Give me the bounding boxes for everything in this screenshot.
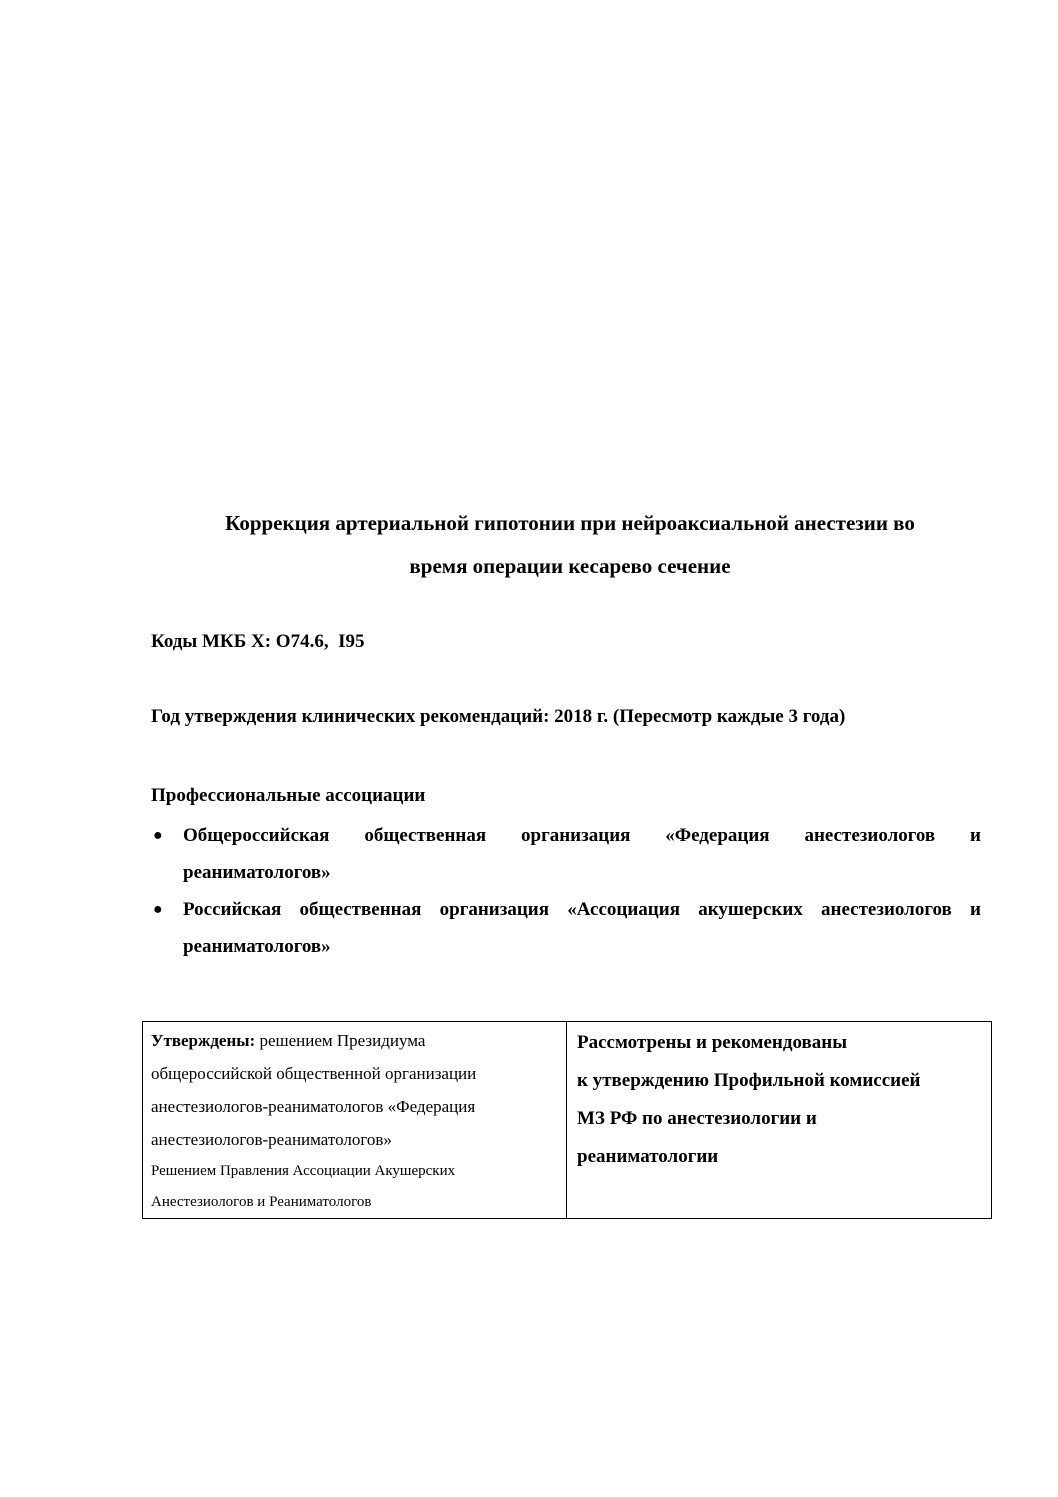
approval-right-line-1: Рассмотрены и рекомендованы [577, 1032, 848, 1053]
bullet-icon: ● [153, 827, 163, 844]
approval-right-line-3: МЗ РФ по анестезиологии и [577, 1108, 817, 1129]
approval-cell-left [143, 1022, 567, 1218]
association-item [151, 891, 981, 965]
approval-left-line-4: анестезиологов-реаниматологов» [151, 1130, 392, 1149]
approved-text: решением Президиума [255, 1031, 426, 1050]
association-text: Общероссийская общественная организация «Федерация анестезиологов и реаниматологов» [183, 825, 981, 883]
approval-table [142, 1021, 992, 1219]
association-item [151, 817, 981, 891]
associations-list [151, 817, 981, 965]
title-line-1: Коррекция артериальной гипотонии при нейроаксиальной анестезии во [225, 511, 915, 535]
association-text: Российская общественная организация «Ассоциация акушерских анестезиологов и реаниматологов» [183, 899, 981, 957]
associations-heading: Профессиональные ассоциации [151, 785, 426, 806]
approval-right-line-4: реаниматологии [577, 1146, 719, 1167]
approval-year: Год утверждения клинических рекомендаций: 2018 г. (Пересмотр каждые 3 года) [151, 706, 846, 727]
bullet-icon: ● [153, 901, 163, 918]
icd-codes: Коды МКБ X: О74.6, I95 [151, 631, 365, 652]
approval-cell-right [567, 1022, 991, 1218]
approval-left-line-6: Анестезиологов и Реаниматологов [151, 1194, 372, 1210]
approval-left-line-3: анестезиологов-реаниматологов «Федерация [151, 1097, 476, 1116]
approval-left-line-5: Решением Правления Ассоциации Акушерских [151, 1163, 456, 1179]
approval-right-line-2: к утверждению Профильной комиссией [577, 1070, 921, 1091]
title-line-2: время операции кесарево сечение [409, 554, 731, 578]
approved-label: Утверждены: [151, 1031, 256, 1050]
approval-left-line-2: общероссийской общественной организации [151, 1064, 477, 1083]
document-title [130, 502, 1010, 588]
approval-left-line-1 [151, 1024, 558, 1057]
